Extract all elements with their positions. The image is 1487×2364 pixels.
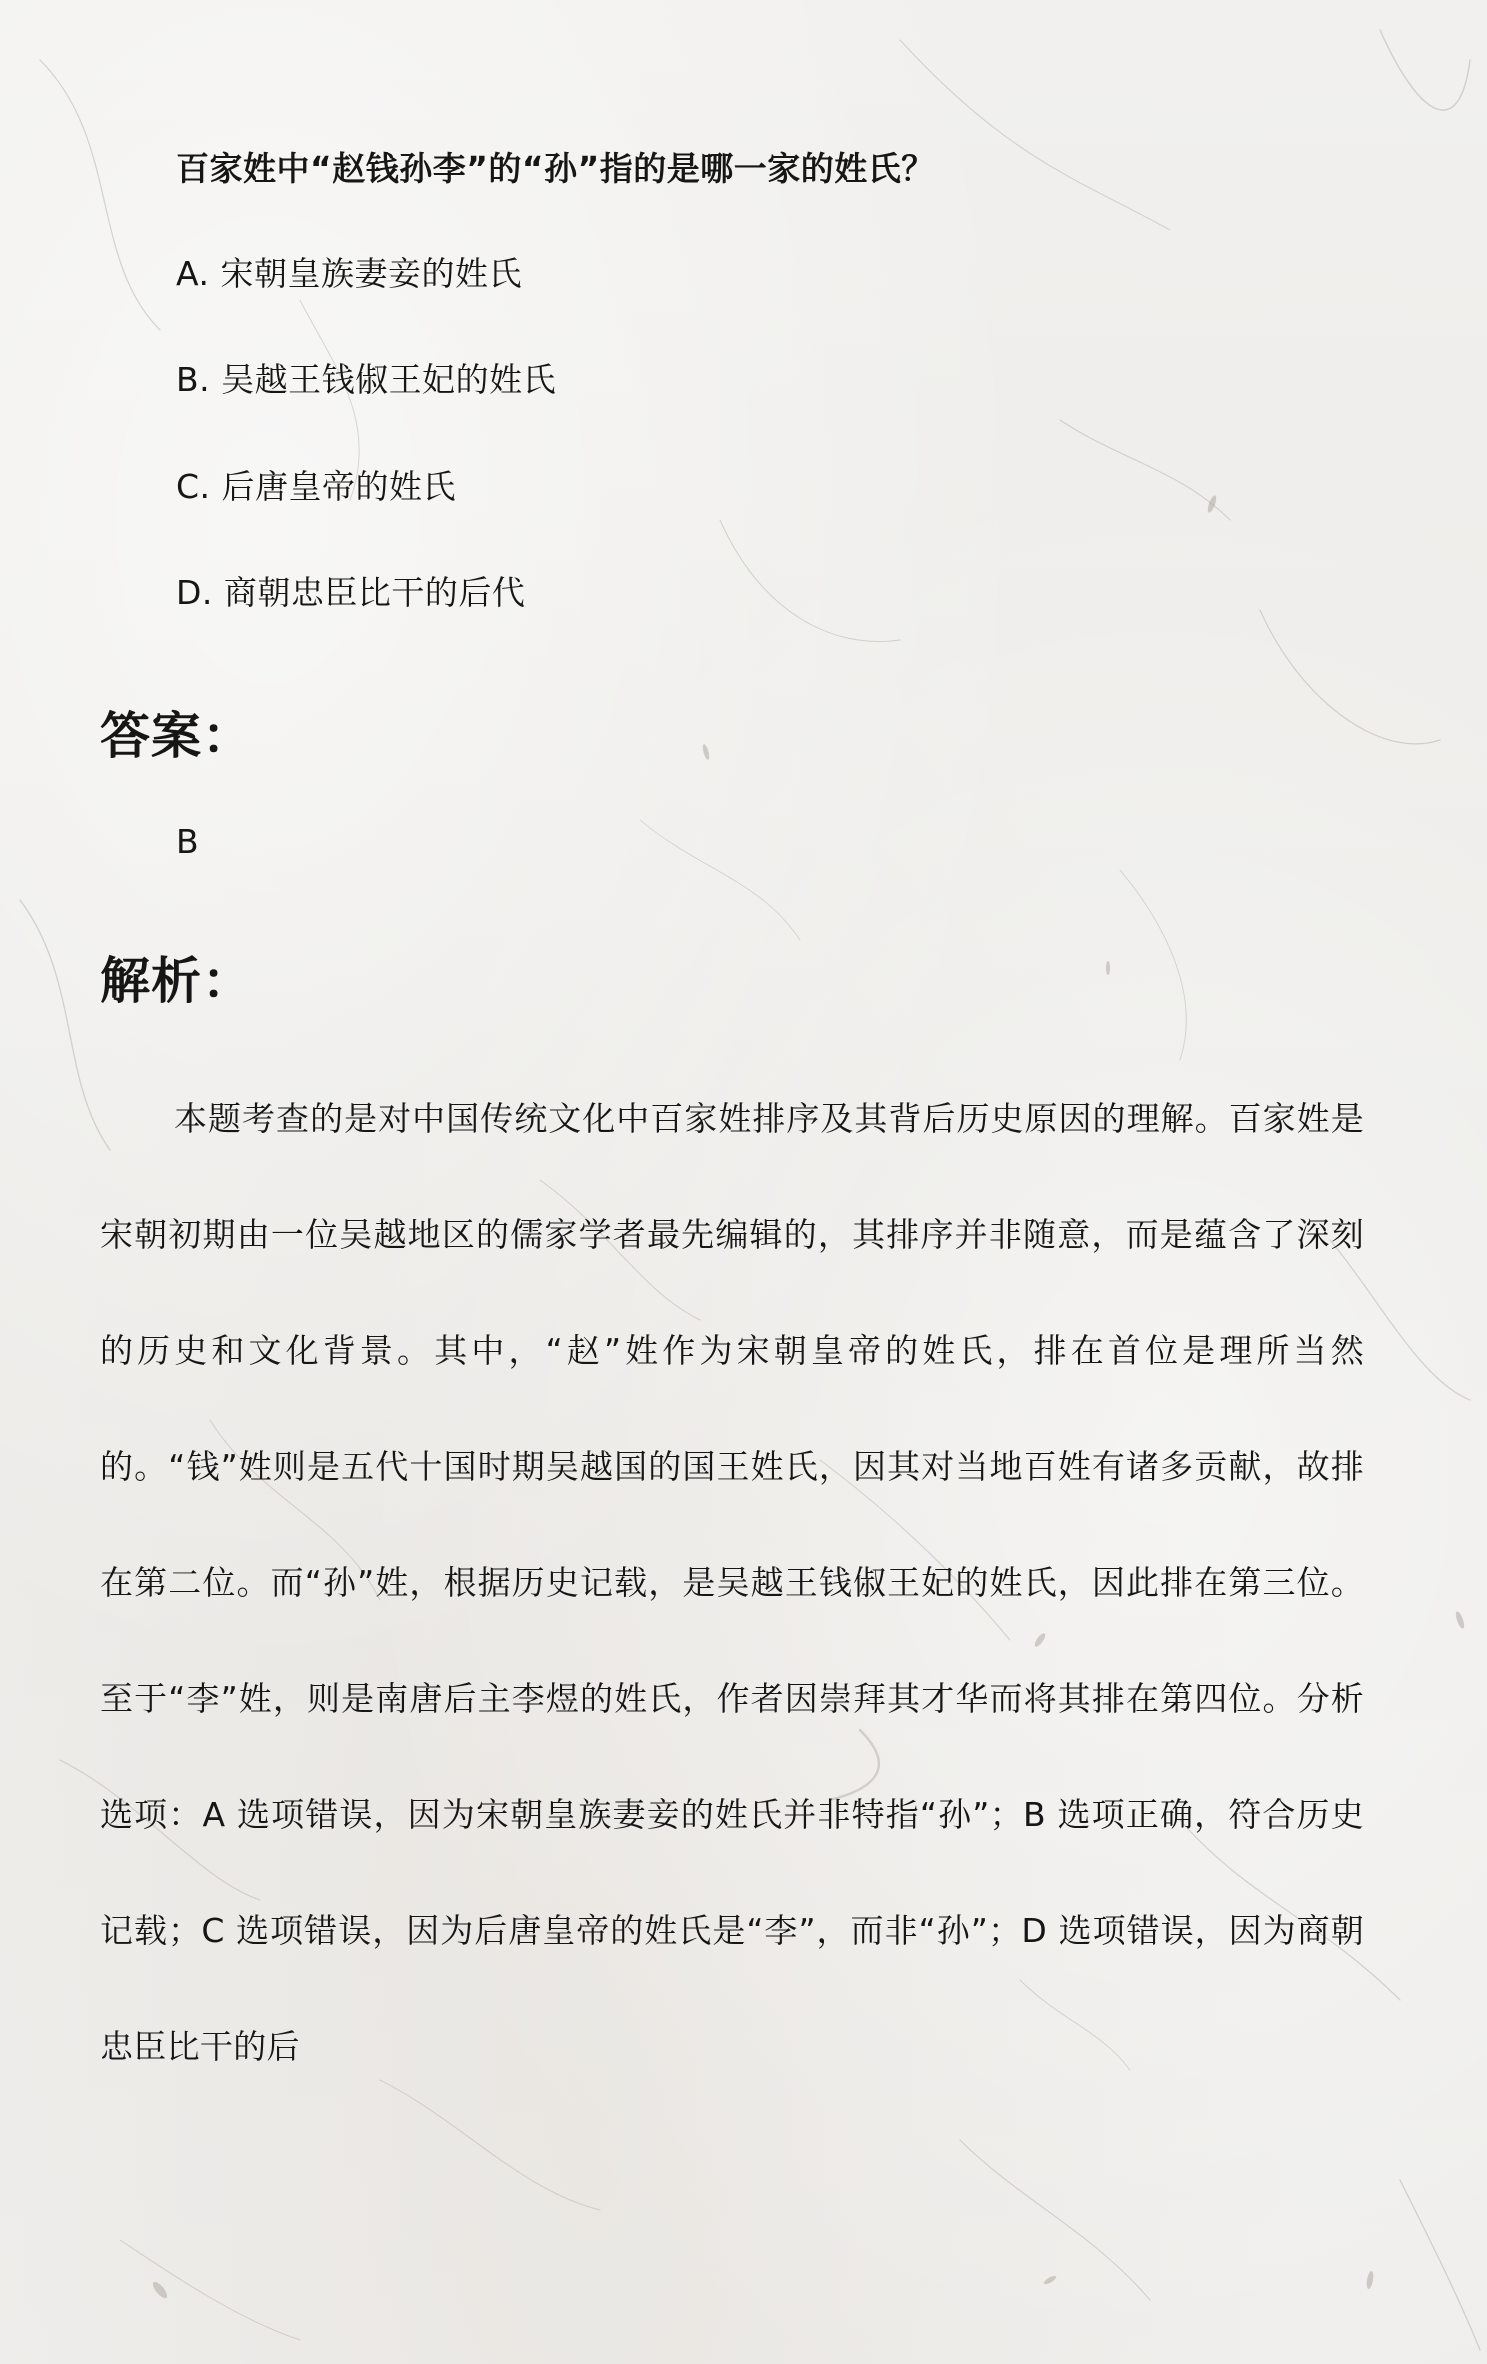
option-a: A. 宋朝皇族妻妾的姓氏	[176, 254, 522, 293]
analysis-paragraph: 本题考查的是对中国传统文化中百家姓排序及其背后历史原因的理解。百家姓是宋朝初期由一位吴越地区的儒家学者最先编辑的，其排序并非随意，而是蕴含了深刻的历史和文化背景。其中，“赵”姓作为宋朝皇帝的姓氏，排在首位是理所当然的。“钱”姓则是五代十国时期吴越国的国王姓氏，因其对当地百姓有诸多贡献，故排在第二位。而“孙”姓，根据历史记载，是吴越王钱俶王妃的姓氏，因此排在第三位。至于“李”姓，则是南唐后主李煜的姓氏，作者因崇拜其才华而将其排在第四位。分析选项：A 选项错误，因为宋朝皇族妻妾的姓氏并非特指“孙”；B 选项正确，符合历史记载；C 选项错误，因为后唐皇帝的姓氏是“李”，而非“孙”；D 选项错误，因为商朝忠臣比干的后	[100, 1099, 1364, 2066]
analysis-heading: 解析：	[100, 952, 253, 1010]
question-stem: 百家姓中“赵钱孙李”的“孙”指的是哪一家的姓氏？	[176, 149, 935, 188]
answer-value: B	[176, 822, 199, 861]
option-b: B. 吴越王钱俶王妃的姓氏	[176, 360, 557, 399]
option-c: C. 后唐皇帝的姓氏	[176, 467, 457, 506]
answer-heading: 答案：	[100, 707, 253, 765]
option-d: D. 商朝忠臣比干的后代	[176, 573, 526, 612]
